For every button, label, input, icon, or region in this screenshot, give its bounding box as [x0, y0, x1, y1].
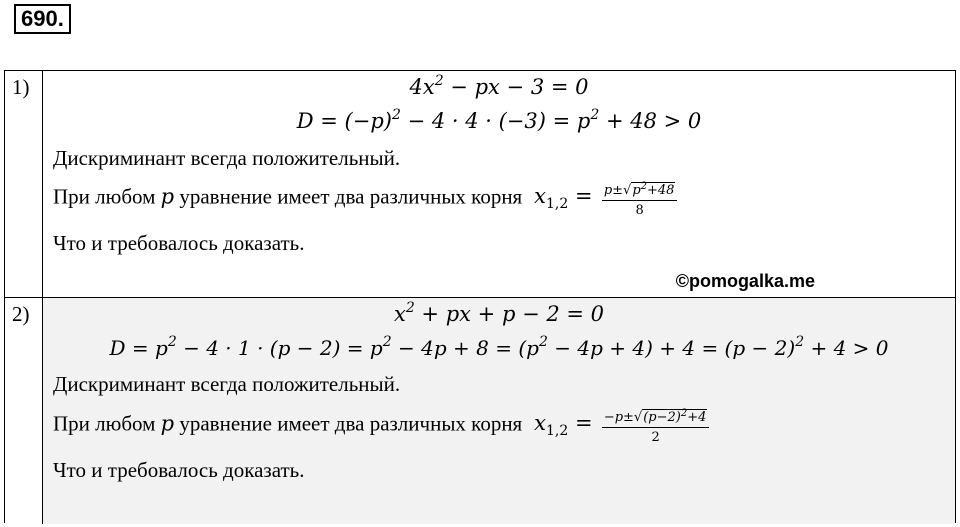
roots-line [53, 179, 677, 218]
equation: $4x^2$ − px − 3 = 0 [409, 73, 589, 99]
conclusion-text: Что и требовалось доказать. [53, 231, 305, 255]
row-number: 2) [12, 302, 30, 326]
watermark: ©pomogalka.me [675, 271, 815, 291]
equation: $x^2$ + px + p − 2 = 0 [393, 300, 605, 326]
conclusion-text: Что и требовалось доказать. [53, 458, 305, 482]
roots-lhs: $x_{1,2}$ = [527, 184, 593, 213]
roots-fraction [602, 406, 710, 445]
discriminant: $D = (-p)^2 - 4 \cdot 4 \cdot (-3) = p^2 + 48 > 0$ [296, 107, 702, 133]
task-number: 690. [14, 4, 71, 34]
roots-line [53, 406, 709, 445]
roots-numerator: $p\pm√p^2+48$ [602, 179, 678, 201]
roots-lhs: $x_{1,2}$ = [527, 411, 593, 440]
roots-denominator: 8 [635, 203, 644, 218]
roots-denominator: 2 [651, 430, 660, 445]
solution-content [43, 298, 955, 524]
statement-text: Дискриминант всегда положительный. [53, 372, 401, 396]
roots-text: При любом p уравнение имеет два различных корня [53, 411, 523, 436]
row-number-cell [5, 298, 43, 524]
discriminant: $D = p^2 - 4 \cdot 1 \cdot (p - 2) = p^2 - 4p + 8 = (p^2 - 4p + 4) + 4 = (p - 2)^2 + 4 > 0$ [109, 334, 889, 360]
statement-text: Дискриминант всегда положительный. [53, 146, 401, 170]
solution-row-1 [5, 71, 955, 297]
roots-numerator: $-p\pm√(p-2)^2+4$ [602, 406, 710, 428]
roots-text: При любом p уравнение имеет два различных корня [53, 184, 523, 209]
solution-content [43, 71, 955, 297]
solution-row-2 [5, 297, 955, 524]
row-number-cell [5, 71, 43, 297]
row-number: 1) [12, 75, 30, 99]
roots-fraction [602, 179, 678, 218]
solution-table [4, 70, 956, 523]
